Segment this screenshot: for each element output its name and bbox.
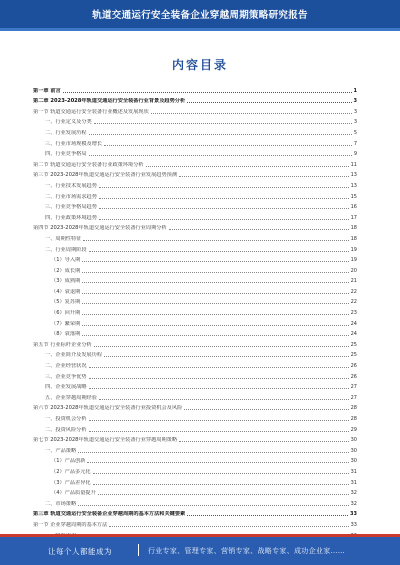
toc-leader-dots bbox=[82, 303, 348, 304]
toc-leader-dots bbox=[89, 251, 349, 252]
toc-entry-page: 24 bbox=[350, 331, 357, 338]
toc-entry[interactable] bbox=[33, 306, 357, 317]
toc-entry[interactable] bbox=[33, 285, 357, 296]
toc-entry[interactable] bbox=[33, 126, 357, 137]
toc-leader-dots bbox=[82, 282, 348, 283]
toc-entry[interactable] bbox=[33, 328, 357, 339]
toc-entry-label: （1）产品创新 bbox=[51, 458, 86, 465]
toc-entry-label: 二、投资风险分析 bbox=[45, 426, 87, 433]
toc-entry-page: 3 bbox=[353, 119, 357, 126]
table-of-contents bbox=[33, 84, 357, 540]
toc-entry[interactable] bbox=[33, 190, 357, 201]
toc-leader-dots bbox=[187, 102, 351, 103]
toc-entry-page: 18 bbox=[350, 235, 357, 242]
toc-entry[interactable] bbox=[33, 434, 357, 445]
toc-leader-dots bbox=[184, 409, 348, 410]
toc-leader-dots bbox=[83, 240, 348, 241]
toc-leader-dots bbox=[82, 325, 348, 326]
toc-entry[interactable] bbox=[33, 232, 357, 243]
toc-leader-dots bbox=[179, 441, 349, 442]
toc-leader-dots bbox=[104, 356, 349, 357]
toc-entry-page: 20 bbox=[350, 267, 357, 274]
toc-entry-label: （4）产品质量提升 bbox=[51, 490, 96, 497]
footer-slogan-right: 行业专家、管理专家、营销专家、战略专家、成功企业家…… bbox=[148, 547, 346, 555]
toc-entry[interactable] bbox=[33, 264, 357, 275]
toc-entry[interactable] bbox=[33, 158, 357, 169]
toc-entry-label: 第五节 行业标杆企业分析 bbox=[33, 341, 92, 348]
toc-entry-page: 7 bbox=[353, 140, 357, 147]
toc-entry[interactable] bbox=[33, 518, 357, 529]
toc-entry[interactable] bbox=[33, 201, 357, 212]
toc-entry[interactable] bbox=[33, 444, 357, 455]
toc-entry[interactable] bbox=[33, 423, 357, 434]
toc-leader-dots bbox=[82, 272, 348, 273]
toc-entry-page: 16 bbox=[350, 204, 357, 211]
toc-entry[interactable] bbox=[33, 254, 357, 265]
toc-entry[interactable] bbox=[33, 222, 357, 233]
toc-entry-page: 26 bbox=[350, 373, 357, 380]
footer-slogan-left: 让每个人都能成为 bbox=[48, 547, 112, 556]
toc-entry-label: 第三章 轨道交通运行安全装备企业穿越周期的基本方法和关键要素 bbox=[33, 511, 186, 518]
toc-entry-label: 第七节 2023-2028年轨道交通运行安全装备行业穿越周期策略 bbox=[33, 437, 178, 444]
report-title: 轨道交通运行安全装备企业穿越周期策略研究报告 bbox=[92, 10, 308, 21]
toc-leader-dots bbox=[82, 261, 348, 262]
toc-entry[interactable] bbox=[33, 116, 357, 127]
toc-leader-dots bbox=[99, 399, 349, 400]
toc-entry[interactable] bbox=[33, 137, 357, 148]
toc-entry-label: 第三节 2023-2028年轨道交通运行安全装备行业发展趋势预测 bbox=[33, 172, 178, 179]
toc-leader-dots bbox=[146, 166, 349, 167]
toc-entry[interactable] bbox=[33, 148, 357, 159]
toc-entry-page: 13 bbox=[350, 182, 357, 189]
toc-leader-dots bbox=[99, 198, 349, 199]
toc-entry-label: 四、企业发展战略 bbox=[45, 384, 87, 391]
toc-entry-page: 30 bbox=[350, 458, 357, 465]
toc-entry-label: （6）回升期 bbox=[51, 310, 81, 317]
toc-entry-label: 二、行业周期阶段 bbox=[45, 246, 87, 253]
toc-entry-label: 一、周期性特征 bbox=[45, 235, 82, 242]
toc-entry-label: 四、行业竞争格局 bbox=[45, 151, 87, 158]
toc-entry-label: 三、行业竞争格局趋势 bbox=[45, 204, 97, 211]
toc-entry-label: 三、企业竞争优势 bbox=[45, 373, 87, 380]
toc-entry-page: 27 bbox=[350, 394, 357, 401]
toc-leader-dots bbox=[89, 378, 349, 379]
toc-leader-dots bbox=[109, 526, 348, 527]
toc-entry[interactable] bbox=[33, 455, 357, 466]
toc-leader-dots bbox=[78, 452, 348, 453]
toc-entry-page: 18 bbox=[350, 225, 357, 232]
toc-leader-dots bbox=[89, 155, 352, 156]
toc-entry-page: 3 bbox=[353, 98, 357, 105]
toc-entry[interactable] bbox=[33, 359, 357, 370]
toc-entry-label: 四、行业政策环境趋势 bbox=[45, 214, 97, 221]
toc-entry[interactable] bbox=[33, 349, 357, 360]
toc-entry-page: 17 bbox=[350, 214, 357, 221]
toc-entry[interactable] bbox=[33, 243, 357, 254]
toc-entry-label: （3）产品差异化 bbox=[51, 479, 91, 486]
toc-entry-page: 22 bbox=[350, 299, 357, 306]
toc-leader-dots bbox=[104, 145, 352, 146]
toc-entry-page: 33 bbox=[350, 521, 357, 528]
toc-entry[interactable] bbox=[33, 465, 357, 476]
toc-entry-page: 33 bbox=[350, 511, 357, 518]
toc-entry-label: 一、行业技术发展趋势 bbox=[45, 182, 97, 189]
toc-leader-dots bbox=[169, 229, 349, 230]
toc-entry-page: 21 bbox=[350, 278, 357, 285]
toc-entry-page: 31 bbox=[350, 468, 357, 475]
toc-entry-label: 三、行业市场规模及增长 bbox=[45, 140, 103, 147]
toc-entry[interactable] bbox=[33, 487, 357, 498]
toc-entry-label: 二、市场策略 bbox=[45, 500, 77, 507]
toc-entry-label: （4）衰退期 bbox=[51, 288, 81, 295]
toc-leader-dots bbox=[98, 494, 349, 495]
toc-entry-page: 22 bbox=[350, 288, 357, 295]
toc-entry[interactable] bbox=[33, 412, 357, 423]
toc-entry-page: 30 bbox=[350, 437, 357, 444]
toc-entry[interactable] bbox=[33, 105, 357, 116]
toc-leader-dots bbox=[87, 462, 348, 463]
toc-entry-label: 第六节 2023-2028年轨道交通运行安全装备行业投资机会及风险 bbox=[33, 405, 183, 412]
toc-entry-label: 第二章 2023-2028年轨道交通运行安全装备行业背景及趋势分析 bbox=[33, 98, 186, 105]
toc-entry-page: 26 bbox=[350, 363, 357, 370]
toc-leader-dots bbox=[78, 505, 348, 506]
toc-leader-dots bbox=[89, 431, 349, 432]
toc-entry[interactable] bbox=[33, 84, 357, 95]
toc-leader-dots bbox=[89, 367, 349, 368]
toc-entry[interactable] bbox=[33, 391, 357, 402]
toc-entry-page: 19 bbox=[350, 246, 357, 253]
toc-entry-page: 9 bbox=[353, 151, 357, 158]
toc-entry-page: 30 bbox=[350, 447, 357, 454]
toc-entry-label: 一、投资机会分析 bbox=[45, 416, 87, 422]
toc-entry-page: 13 bbox=[350, 172, 357, 179]
toc-entry-label: （2）产品多元化 bbox=[51, 468, 91, 475]
toc-entry-label: （2）成长期 bbox=[51, 267, 81, 274]
toc-entry-label: 一、企业简介及发展历程 bbox=[45, 352, 103, 359]
toc-entry-label: 五、企业穿越周期经验 bbox=[45, 394, 97, 401]
toc-entry-page: 24 bbox=[350, 320, 357, 327]
header-accent-line bbox=[0, 28, 400, 31]
toc-entry-page: 1 bbox=[353, 87, 357, 94]
toc-entry-page: 31 bbox=[350, 479, 357, 486]
toc-entry-page: 27 bbox=[350, 384, 357, 391]
toc-leader-dots bbox=[94, 123, 352, 124]
toc-entry-label: 二、行业市场需求趋势 bbox=[45, 193, 97, 200]
toc-entry[interactable] bbox=[33, 296, 357, 307]
toc-entry-page: 25 bbox=[350, 352, 357, 359]
toc-leader-dots bbox=[99, 187, 349, 188]
toc-leader-dots bbox=[99, 219, 349, 220]
toc-leader-dots bbox=[82, 314, 348, 315]
toc-leader-dots bbox=[89, 420, 349, 421]
toc-entry-page: 32 bbox=[350, 500, 357, 507]
toc-heading: 内容目录 bbox=[171, 58, 228, 72]
toc-entry-page: 28 bbox=[350, 405, 357, 412]
toc-entry-label: （7）繁荣期 bbox=[51, 320, 81, 327]
toc-leader-dots bbox=[151, 113, 352, 114]
toc-entry-page: 3 bbox=[353, 108, 357, 115]
toc-leader-dots bbox=[94, 346, 349, 347]
toc-entry-page: 23 bbox=[350, 310, 357, 317]
toc-leader-dots bbox=[82, 335, 348, 336]
toc-entry-label: 一、行业定义及分类 bbox=[45, 119, 92, 126]
toc-entry[interactable] bbox=[33, 497, 357, 508]
toc-entry[interactable] bbox=[33, 317, 357, 328]
toc-leader-dots bbox=[187, 515, 348, 516]
toc-entry-page: 11 bbox=[350, 161, 357, 168]
toc-entry-label: 第一节 轨道交通运行安全装备行业概述及发展现状 bbox=[33, 108, 149, 115]
toc-entry-page: 29 bbox=[350, 426, 357, 433]
toc-entry-label: （3）成熟期 bbox=[51, 278, 81, 285]
toc-entry-page: 28 bbox=[350, 416, 357, 422]
toc-entry[interactable] bbox=[33, 508, 357, 519]
toc-entry-page: 25 bbox=[350, 341, 357, 348]
footer-divider bbox=[138, 544, 139, 556]
toc-entry-label: （1）导入期 bbox=[51, 257, 81, 264]
toc-leader-dots bbox=[63, 92, 352, 93]
toc-entry[interactable] bbox=[33, 370, 357, 381]
toc-entry-label: 第一章 前言 bbox=[33, 87, 61, 94]
toc-entry[interactable] bbox=[33, 338, 357, 349]
toc-entry-label: 二、企业经营状况 bbox=[45, 363, 87, 370]
toc-entry-label: （5）复苏期 bbox=[51, 299, 81, 306]
toc-entry-label: 二、行业发展历程 bbox=[45, 129, 87, 136]
toc-entry[interactable] bbox=[33, 402, 357, 413]
toc-leader-dots bbox=[93, 484, 349, 485]
toc-entry[interactable] bbox=[33, 95, 357, 106]
toc-entry[interactable] bbox=[33, 179, 357, 190]
toc-entry[interactable] bbox=[33, 275, 357, 286]
toc-entry-page: 5 bbox=[353, 129, 357, 136]
toc-entry-page: 32 bbox=[350, 490, 357, 497]
toc-entry[interactable] bbox=[33, 169, 357, 180]
toc-entry[interactable] bbox=[33, 211, 357, 222]
toc-entry-page: 15 bbox=[350, 193, 357, 200]
toc-leader-dots bbox=[93, 473, 349, 474]
toc-entry-label: 第四节 2023-2028年轨道交通运行安全装备行业周期分析 bbox=[33, 225, 167, 232]
toc-leader-dots bbox=[179, 176, 349, 177]
toc-entry[interactable] bbox=[33, 381, 357, 392]
toc-entry-page: 19 bbox=[350, 257, 357, 264]
toc-entry-label: 第一节 企业穿越周期的基本方法 bbox=[33, 521, 108, 528]
toc-leader-dots bbox=[82, 293, 348, 294]
toc-entry-label: 第二节 轨道交通运行安全装备行业政策环境分析 bbox=[33, 161, 144, 168]
toc-entry-label: 一、产品策略 bbox=[45, 447, 77, 454]
toc-entry[interactable] bbox=[33, 476, 357, 487]
toc-leader-dots bbox=[89, 388, 349, 389]
toc-entry-label: （8）衰落期 bbox=[51, 331, 81, 338]
toc-leader-dots bbox=[89, 134, 352, 135]
toc-leader-dots bbox=[99, 208, 349, 209]
